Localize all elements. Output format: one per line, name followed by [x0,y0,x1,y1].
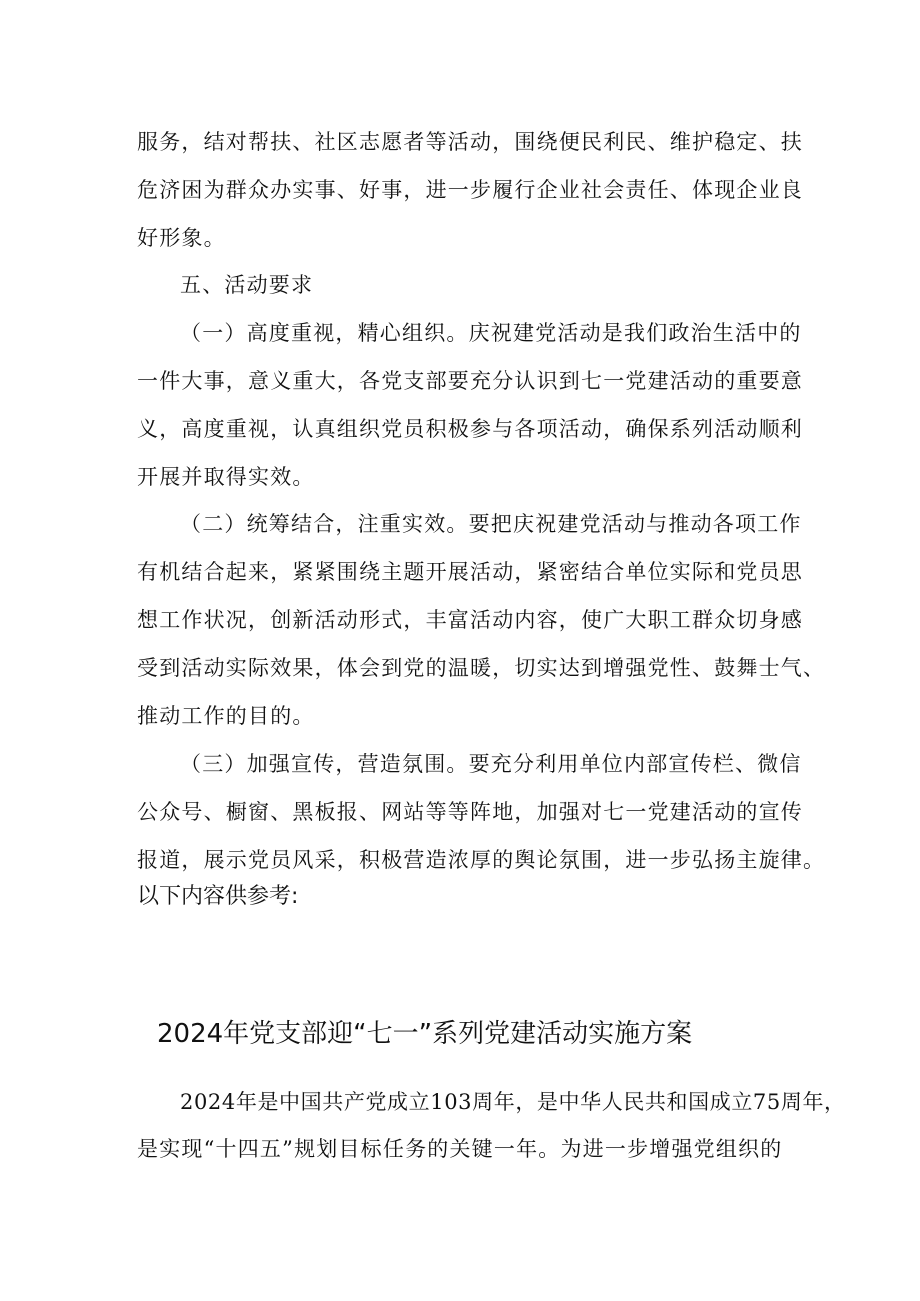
paragraph-line: 一件大事，意义重大，各党支部要充分认识到七一党建活动的重要意 [137,369,803,393]
section-heading: 五、活动要求 [180,273,314,297]
paragraph-line: 是实现“十四五”规划目标任务的关键一年。为进一步增强党组织的 [137,1137,783,1161]
document-title: 2024年党支部迎“七一”系列党建活动实施方案 [157,1019,693,1049]
reference-note: 以下内容供参考: [137,884,299,909]
paragraph-line: 报道，展示党员风采，积极营造浓厚的舆论氛围，进一步弘扬主旋律。 [137,848,826,872]
paragraph-line: 有机结合起来，紧紧围绕主题开展活动，紧密结合单位实际和党员思 [137,560,803,584]
paragraph-line: （二）统筹结合，注重实效。要把庆祝建党活动与推动各项工作 [180,512,802,536]
paragraph-line: 好形象。 [137,226,226,250]
paragraph-line: 想工作状况，创新活动形式，丰富活动内容，使广大职工群众切身感 [137,608,803,632]
paragraph-line: 开展并取得实效。 [137,465,315,489]
paragraph-line: 公众号、橱窗、黑板报、网站等等阵地，加强对七一党建活动的宣传 [137,800,803,824]
paragraph-line: 2024年是中国共产党成立103周年，是中华人民共和国成立75周年， [180,1090,846,1114]
paragraph-line: 推动工作的目的。 [137,704,315,728]
paragraph-line: 危济困为群众办实事、好事，进一步履行企业社会责任、体现企业良 [137,178,803,202]
paragraph-line: 受到活动实际效果，体会到党的温暖，切实达到增强党性、鼓舞士气、 [137,656,826,680]
paragraph-line: （三）加强宣传，营造氛围。要充分利用单位内部宣传栏、微信 [180,752,802,776]
paragraph-line: 义，高度重视，认真组织党员积极参与各项活动，确保系列活动顺利 [137,417,803,441]
paragraph-line: （一）高度重视，精心组织。庆祝建党活动是我们政治生活中的 [180,321,802,345]
paragraph-line: 服务，结对帮扶、社区志愿者等活动，围绕便民利民、维护稳定、扶 [137,130,803,154]
